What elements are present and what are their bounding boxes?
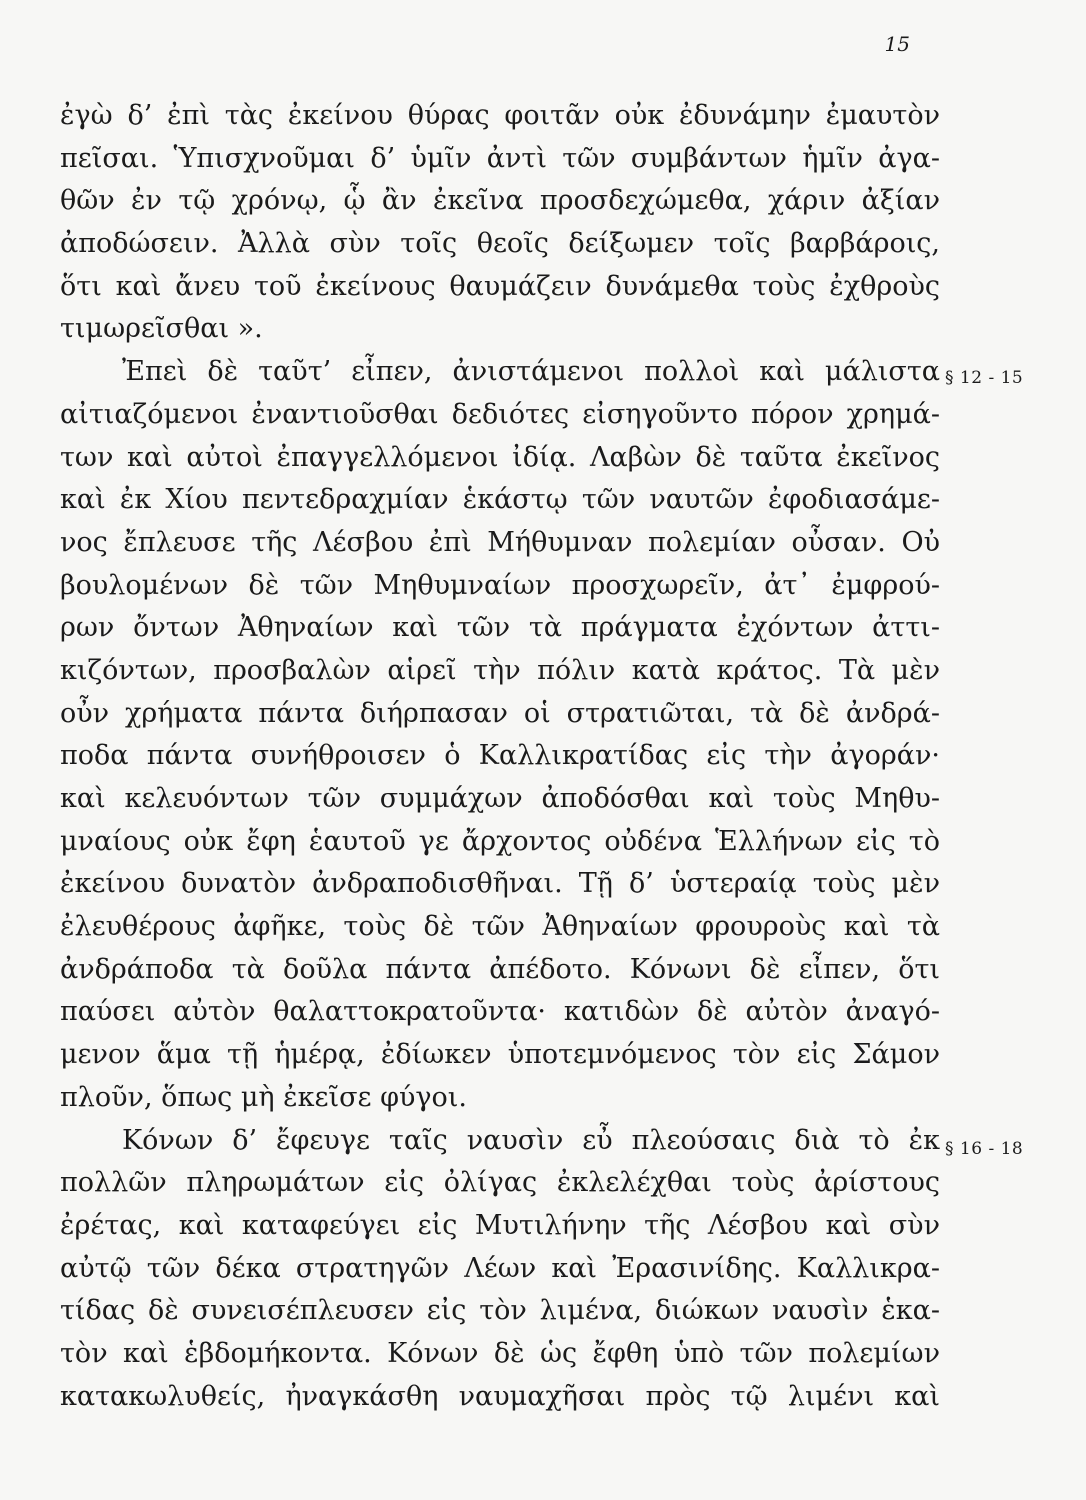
text-line: ἐκείνου δυνατὸν ἀνδραποδισθῆναι. Τῇ δ’ ὑστεραίᾳ τοὺς μὲν — [60, 868, 940, 900]
text-line: των καὶ αὐτοὶ ἐπαγγελλόμενοι ἰδίᾳ. Λαβὼν δὲ ταῦτα ἐκεῖνος — [60, 441, 940, 473]
greek-text-body — [60, 95, 940, 1418]
text-line: μενον ἅμα τῇ ἡμέρᾳ, ἐδίωκεν ὑποτεμνόμενος τὸν εἰς Σάμον — [60, 1039, 940, 1071]
text-line: τὸν καὶ ἑβδομήκοντα. Κόνων δὲ ὡς ἔφθη ὑπὸ τῶν πολεμίων — [60, 1337, 940, 1369]
page-number: 15 — [884, 32, 910, 56]
text-line: ἐλευθέρους ἀφῆκε, τοὺς δὲ τῶν Ἀθηναίων φρουροὺς καὶ τὰ — [60, 911, 940, 943]
text-line: βουλομένων δὲ τῶν Μηθυμναίων προσχωρεῖν, ἀτ᾽ ἐμφρού- — [60, 569, 940, 601]
text-line: ἀποδώσειν. Ἀλλὰ σὺν τοῖς θεοῖς δείξωμεν τοῖς βαρβάροις, — [60, 228, 940, 260]
text-line: τίδας δὲ συνεισέπλευσεν εἰς τὸν λιμένα, διώκων ναυσὶν ἑκα- — [60, 1295, 940, 1327]
text-line: ἐγὼ δ’ ἐπὶ τὰς ἐκείνου θύρας φοιτᾶν οὐκ ἐδυνάμην ἐμαυτὸν — [60, 100, 940, 131]
text-line: πλοῦν, ὅπως μὴ ἐκεῖσε φύγοι. — [60, 1081, 467, 1113]
text-line: ρων ὄντων Ἀθηναίων καὶ τῶν τὰ πράγματα ἐχόντων ἀττι- — [60, 612, 940, 644]
text-line: καὶ κελευόντων τῶν συμμάχων ἀποδόσθαι καὶ τοὺς Μηθυ- — [60, 783, 940, 814]
text-line: πεῖσαι. Ὑπισχνοῦμαι δ’ ὑμῖν ἀντὶ τῶν συμβάντων ἡμῖν ἀγα- — [60, 142, 940, 174]
text-line: κατακωλυθείς, ἠναγκάσθη ναυμαχῆσαι πρὸς τῷ λιμένι καὶ — [60, 1380, 940, 1412]
text-line: Ἐπεὶ δὲ ταῦτ’ εἶπεν, ἀνιστάμενοι πολλοὶ καὶ μάλιστα — [122, 356, 940, 388]
text-line: ὅτι καὶ ἄνευ τοῦ ἐκείνους θαυμάζειν δυνάμεθα τοὺς ἐχθροὺς — [60, 270, 940, 302]
text-line: αἰτιαζόμενοι ἐναντιοῦσθαι δεδιότες εἰσηγοῦντο πόρον χρημά- — [60, 398, 940, 430]
margin-section-note: § 12 - 15 — [945, 368, 1024, 388]
text-line: παύσει αὐτὸν θαλαττοκρατοῦντα· κατιδὼν δὲ αὐτὸν ἀναγό- — [60, 996, 940, 1028]
text-line: οὖν χρήματα πάντα διήρπασαν οἱ στρατιῶται, τὰ δὲ ἀνδρά- — [60, 697, 940, 729]
text-line: πολλῶν πληρωμάτων εἰς ὀλίγας ἐκλελέχθαι τοὺς ἀρίστους — [60, 1167, 940, 1199]
text-line: ποδα πάντα συνήθροισεν ὁ Καλλικρατίδας εἰς τὴν ἀγοράν· — [60, 740, 940, 772]
text-line: καὶ ἐκ Χίου πεντεδραχμίαν ἑκάστῳ τῶν ναυτῶν ἐφοδιασάμε- — [60, 484, 940, 516]
text-line: θῶν ἐν τῷ χρόνῳ, ᾧ ἂν ἐκεῖνα προσδεχώμεθα, χάριν ἀξίαν — [60, 185, 940, 217]
text-line: νος ἔπλευσε τῆς Λέσβου ἐπὶ Μήθυμναν πολεμίαν οὖσαν. Οὐ — [60, 526, 940, 558]
margin-section-note: § 16 - 18 — [945, 1139, 1024, 1159]
text-line: μναίους οὐκ ἔφη ἑαυτοῦ γε ἄρχοντος οὐδένα Ἑλλήνων εἰς τὸ — [60, 825, 940, 857]
text-line: ἀνδράποδα τὰ δοῦλα πάντα ἀπέδοτο. Κόνωνι δὲ εἶπεν, ὅτι — [60, 953, 940, 985]
text-line: τιμωρεῖσθαι ». — [60, 313, 263, 345]
text-line: αὐτῷ τῶν δέκα στρατηγῶν Λέων καὶ Ἐρασινίδης. Καλλικρα- — [60, 1252, 940, 1284]
text-line: κιζόντων, προσβαλὼν αἱρεῖ τὴν πόλιν κατὰ κράτος. Τὰ μὲν — [60, 654, 940, 686]
text-line: ἐρέτας, καὶ καταφεύγει εἰς Μυτιλήνην τῆς Λέσβου καὶ σὺν — [60, 1209, 940, 1241]
text-line: Κόνων δ’ ἔφευγε ταῖς ναυσὶν εὖ πλεούσαις διὰ τὸ ἐκ — [122, 1124, 940, 1156]
